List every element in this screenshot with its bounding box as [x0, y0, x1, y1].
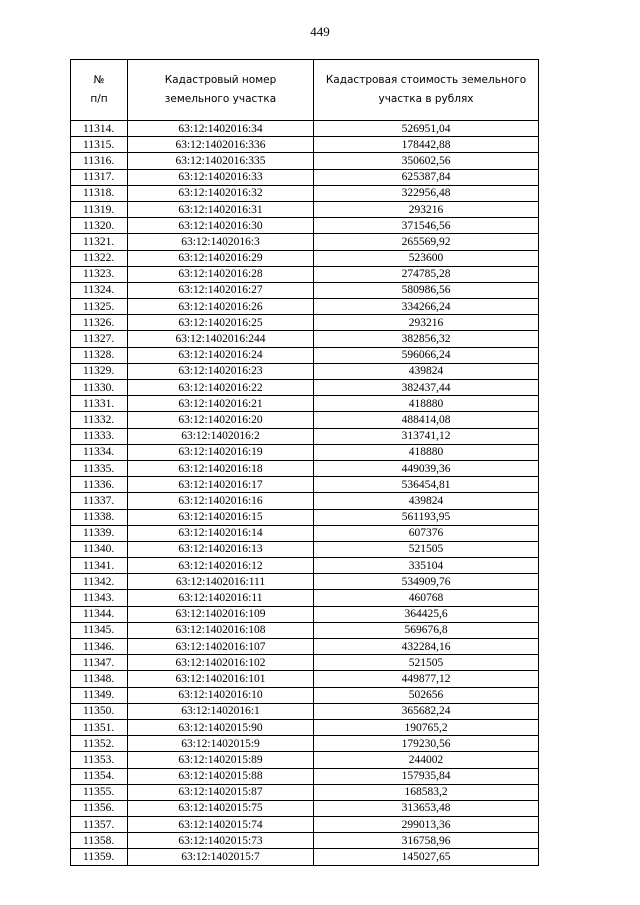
row-number-cell: 11321.	[71, 234, 128, 250]
cadastral-number-cell: 63:12:1402015:75	[128, 800, 314, 816]
cadastral-value-cell: 561193,95	[314, 509, 539, 525]
table-row	[71, 655, 539, 671]
cadastral-number-cell: 63:12:1402015:87	[128, 784, 314, 800]
row-number-cell: 11314.	[71, 121, 128, 137]
header-row-number-line-1: №	[93, 74, 105, 86]
cadastral-number-cell: 63:12:1402016:33	[128, 169, 314, 185]
row-number-cell: 11332.	[71, 412, 128, 428]
header-row-number	[71, 60, 128, 121]
header-cadastral-number	[128, 60, 314, 121]
row-number-cell: 11355.	[71, 784, 128, 800]
table-row	[71, 250, 539, 266]
cadastral-value-cell: 534909,76	[314, 574, 539, 590]
cadastral-number-cell: 63:12:1402016:2	[128, 428, 314, 444]
cadastral-number-cell: 63:12:1402016:102	[128, 655, 314, 671]
cadastral-value-cell: 418880	[314, 444, 539, 460]
cadastral-number-cell: 63:12:1402016:30	[128, 218, 314, 234]
cadastral-value-cell: 521505	[314, 541, 539, 557]
cadastral-value-cell: 432284,16	[314, 639, 539, 655]
cadastral-number-cell: 63:12:1402016:32	[128, 185, 314, 201]
row-number-cell: 11322.	[71, 250, 128, 266]
table-row	[71, 558, 539, 574]
cadastral-number-cell: 63:12:1402016:16	[128, 493, 314, 509]
table-row	[71, 541, 539, 557]
row-number-cell: 11328.	[71, 347, 128, 363]
header-cadastral-number-line-1: Кадастровый номер	[164, 74, 277, 86]
table-row	[71, 525, 539, 541]
cadastral-number-cell: 63:12:1402016:14	[128, 525, 314, 541]
row-number-cell: 11359.	[71, 849, 128, 865]
cadastral-number-cell: 63:12:1402016:23	[128, 363, 314, 379]
table-row	[71, 201, 539, 217]
table-row	[71, 153, 539, 169]
cadastral-value-cell: 382856,32	[314, 331, 539, 347]
row-number-cell: 11319.	[71, 201, 128, 217]
table-row	[71, 817, 539, 833]
cadastral-number-cell: 63:12:1402016:17	[128, 477, 314, 493]
table-row	[71, 347, 539, 363]
cadastral-value-cell: 190765,2	[314, 719, 539, 735]
cadastral-number-cell: 63:12:1402016:3	[128, 234, 314, 250]
cadastral-value-cell: 145027,65	[314, 849, 539, 865]
cadastral-value-cell: 488414,08	[314, 412, 539, 428]
cadastral-number-cell: 63:12:1402015:9	[128, 736, 314, 752]
table-row	[71, 266, 539, 282]
cadastral-number-cell: 63:12:1402016:25	[128, 315, 314, 331]
cadastral-number-cell: 63:12:1402016:10	[128, 687, 314, 703]
row-number-cell: 11357.	[71, 817, 128, 833]
row-number-cell: 11351.	[71, 719, 128, 735]
row-number-cell: 11342.	[71, 574, 128, 590]
table-row	[71, 590, 539, 606]
cadastral-number-cell: 63:12:1402016:109	[128, 606, 314, 622]
cadastral-number-cell: 63:12:1402016:18	[128, 460, 314, 476]
cadastral-number-cell: 63:12:1402016:107	[128, 639, 314, 655]
cadastral-value-cell: 439824	[314, 493, 539, 509]
cadastral-value-cell: 521505	[314, 655, 539, 671]
cadastral-value-cell: 364425,6	[314, 606, 539, 622]
header-cadastral-value-line-1: Кадастровая стоимость земельного	[325, 74, 527, 86]
cadastral-number-cell: 63:12:1402016:19	[128, 444, 314, 460]
table-row	[71, 833, 539, 849]
row-number-cell: 11346.	[71, 639, 128, 655]
table-row	[71, 282, 539, 298]
cadastral-value-cell: 418880	[314, 396, 539, 412]
cadastral-value-cell: 449877,12	[314, 671, 539, 687]
table-row	[71, 331, 539, 347]
table-row	[71, 493, 539, 509]
row-number-cell: 11343.	[71, 590, 128, 606]
cadastral-value-cell: 316758,96	[314, 833, 539, 849]
row-number-cell: 11353.	[71, 752, 128, 768]
cadastral-number-cell: 63:12:1402015:88	[128, 768, 314, 784]
cadastral-number-cell: 63:12:1402015:89	[128, 752, 314, 768]
table-row	[71, 218, 539, 234]
table-row	[71, 606, 539, 622]
table-row	[71, 396, 539, 412]
cadastral-number-cell: 63:12:1402016:24	[128, 347, 314, 363]
cadastral-number-cell: 63:12:1402016:1	[128, 703, 314, 719]
cadastral-value-cell: 168583,2	[314, 784, 539, 800]
cadastral-value-cell: 299013,36	[314, 817, 539, 833]
cadastral-value-cell: 265569,92	[314, 234, 539, 250]
row-number-cell: 11316.	[71, 153, 128, 169]
cadastral-number-cell: 63:12:1402016:108	[128, 622, 314, 638]
row-number-cell: 11348.	[71, 671, 128, 687]
row-number-cell: 11340.	[71, 541, 128, 557]
table-row	[71, 849, 539, 865]
cadastral-number-cell: 63:12:1402016:28	[128, 266, 314, 282]
table-row	[71, 509, 539, 525]
cadastral-value-cell: 523600	[314, 250, 539, 266]
cadastral-number-cell: 63:12:1402015:7	[128, 849, 314, 865]
row-number-cell: 11325.	[71, 299, 128, 315]
cadastral-value-cell: 335104	[314, 558, 539, 574]
table-row	[71, 460, 539, 476]
cadastral-value-cell: 178442,88	[314, 137, 539, 153]
cadastral-value-cell: 293216	[314, 201, 539, 217]
row-number-cell: 11337.	[71, 493, 128, 509]
table-row	[71, 639, 539, 655]
cadastral-value-cell: 334266,24	[314, 299, 539, 315]
table-row	[71, 363, 539, 379]
row-number-cell: 11317.	[71, 169, 128, 185]
row-number-cell: 11333.	[71, 428, 128, 444]
cadastral-value-cell: 569676,8	[314, 622, 539, 638]
row-number-cell: 11335.	[71, 460, 128, 476]
cadastral-number-cell: 63:12:1402016:13	[128, 541, 314, 557]
table-row	[71, 574, 539, 590]
cadastral-number-cell: 63:12:1402015:90	[128, 719, 314, 735]
table-row	[71, 736, 539, 752]
row-number-cell: 11341.	[71, 558, 128, 574]
cadastral-value-cell: 382437,44	[314, 380, 539, 396]
table-row	[71, 299, 539, 315]
table-row	[71, 687, 539, 703]
cadastral-number-cell: 63:12:1402016:31	[128, 201, 314, 217]
cadastral-number-cell: 63:12:1402016:20	[128, 412, 314, 428]
cadastral-value-cell: 179230,56	[314, 736, 539, 752]
cadastral-value-cell: 439824	[314, 363, 539, 379]
table-row	[71, 412, 539, 428]
cadastral-number-cell: 63:12:1402016:21	[128, 396, 314, 412]
page-number: 449	[310, 24, 330, 39]
table-row	[71, 169, 539, 185]
table-row	[71, 768, 539, 784]
cadastral-value-cell: 502656	[314, 687, 539, 703]
row-number-cell: 11352.	[71, 736, 128, 752]
row-number-cell: 11334.	[71, 444, 128, 460]
cadastral-number-cell: 63:12:1402016:26	[128, 299, 314, 315]
cadastral-value-cell: 625387,84	[314, 169, 539, 185]
table-row	[71, 477, 539, 493]
row-number-cell: 11349.	[71, 687, 128, 703]
cadastral-number-cell: 63:12:1402016:29	[128, 250, 314, 266]
row-number-cell: 11358.	[71, 833, 128, 849]
row-number-cell: 11330.	[71, 380, 128, 396]
cadastral-number-cell: 63:12:1402016:15	[128, 509, 314, 525]
table-row	[71, 428, 539, 444]
table-row	[71, 752, 539, 768]
cadastral-number-cell: 63:12:1402016:244	[128, 331, 314, 347]
cadastral-number-cell: 63:12:1402015:73	[128, 833, 314, 849]
table-row	[71, 185, 539, 201]
row-number-cell: 11315.	[71, 137, 128, 153]
row-number-cell: 11336.	[71, 477, 128, 493]
header-row-number-line-2: п/п	[90, 93, 108, 105]
table-body	[71, 121, 539, 866]
table-row	[71, 622, 539, 638]
cadastral-value-cell: 449039,36	[314, 460, 539, 476]
cadastral-value-cell: 293216	[314, 315, 539, 331]
header-cadastral-number-line-2: земельного участка	[164, 93, 277, 105]
cadastral-value-cell: 596066,24	[314, 347, 539, 363]
row-number-cell: 11326.	[71, 315, 128, 331]
cadastral-number-cell: 63:12:1402016:101	[128, 671, 314, 687]
cadastral-value-table	[70, 59, 539, 866]
table-header-row	[71, 60, 539, 121]
cadastral-value-cell: 274785,28	[314, 266, 539, 282]
cadastral-number-cell: 63:12:1402016:27	[128, 282, 314, 298]
cadastral-number-cell: 63:12:1402016:12	[128, 558, 314, 574]
cadastral-value-cell: 580986,56	[314, 282, 539, 298]
table-row	[71, 234, 539, 250]
cadastral-value-cell: 365682,24	[314, 703, 539, 719]
row-number-cell: 11345.	[71, 622, 128, 638]
table-row	[71, 671, 539, 687]
row-number-cell: 11338.	[71, 509, 128, 525]
table-row	[71, 380, 539, 396]
table-row	[71, 444, 539, 460]
cadastral-value-cell: 607376	[314, 525, 539, 541]
cadastral-value-cell: 371546,56	[314, 218, 539, 234]
header-cadastral-value-line-2: участка в рублях	[378, 93, 474, 105]
row-number-cell: 11327.	[71, 331, 128, 347]
row-number-cell: 11344.	[71, 606, 128, 622]
cadastral-value-cell: 322956,48	[314, 185, 539, 201]
row-number-cell: 11339.	[71, 525, 128, 541]
cadastral-number-cell: 63:12:1402016:336	[128, 137, 314, 153]
table-row	[71, 137, 539, 153]
cadastral-value-cell: 244002	[314, 752, 539, 768]
cadastral-value-cell: 536454,81	[314, 477, 539, 493]
cadastral-value-cell: 460768	[314, 590, 539, 606]
table-row	[71, 800, 539, 816]
cadastral-value-cell: 313741,12	[314, 428, 539, 444]
row-number-cell: 11331.	[71, 396, 128, 412]
cadastral-number-cell: 63:12:1402016:22	[128, 380, 314, 396]
cadastral-number-cell: 63:12:1402016:111	[128, 574, 314, 590]
cadastral-number-cell: 63:12:1402016:335	[128, 153, 314, 169]
row-number-cell: 11323.	[71, 266, 128, 282]
cadastral-value-cell: 157935,84	[314, 768, 539, 784]
row-number-cell: 11318.	[71, 185, 128, 201]
table-row	[71, 784, 539, 800]
table-row	[71, 315, 539, 331]
row-number-cell: 11347.	[71, 655, 128, 671]
cadastral-value-cell: 526951,04	[314, 121, 539, 137]
table-row	[71, 703, 539, 719]
row-number-cell: 11329.	[71, 363, 128, 379]
row-number-cell: 11356.	[71, 800, 128, 816]
cadastral-value-cell: 313653,48	[314, 800, 539, 816]
row-number-cell: 11324.	[71, 282, 128, 298]
cadastral-value-cell: 350602,56	[314, 153, 539, 169]
cadastral-number-cell: 63:12:1402015:74	[128, 817, 314, 833]
cadastral-number-cell: 63:12:1402016:11	[128, 590, 314, 606]
row-number-cell: 11320.	[71, 218, 128, 234]
row-number-cell: 11350.	[71, 703, 128, 719]
table-row	[71, 719, 539, 735]
table-row	[71, 121, 539, 137]
cadastral-number-cell: 63:12:1402016:34	[128, 121, 314, 137]
row-number-cell: 11354.	[71, 768, 128, 784]
header-cadastral-value	[314, 60, 539, 121]
